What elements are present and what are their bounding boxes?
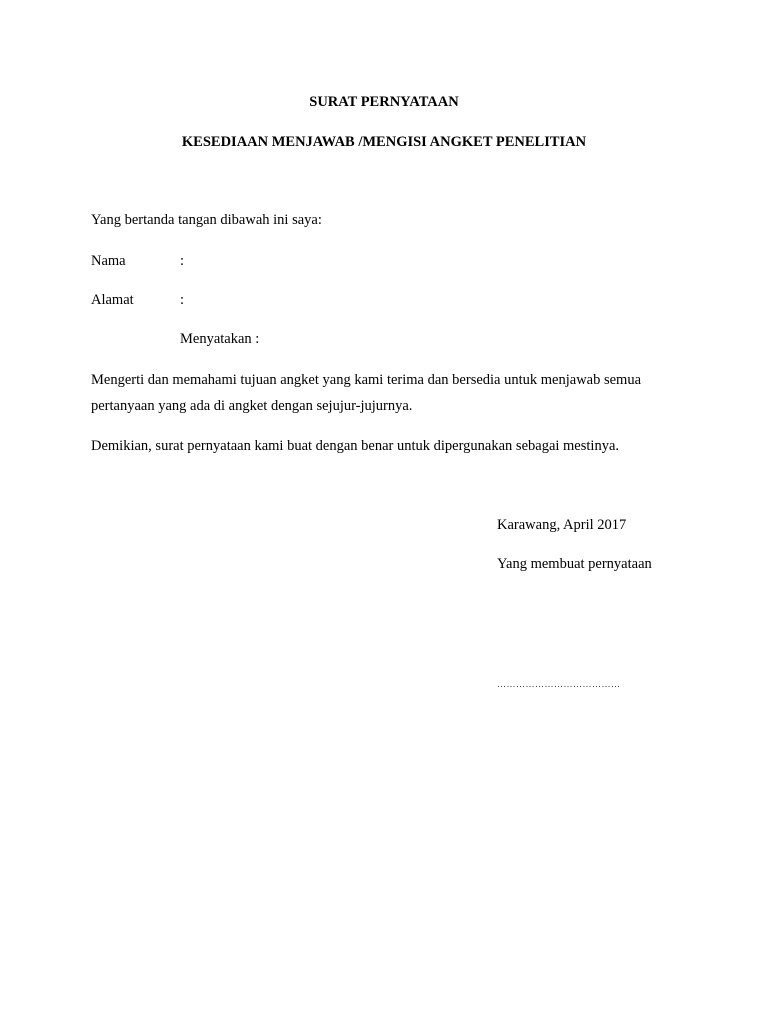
paragraph-1-line-1: Mengerti dan memahami tujuan angket yang kami terima dan bersedia untuk menjawab semua bbox=[91, 372, 642, 388]
maker-label: Yang membuat pernyataan bbox=[497, 556, 652, 572]
declares-heading: Menyatakan : bbox=[180, 331, 260, 347]
paragraph-2: Demikian, surat pernyataan kami buat dengan benar untuk dipergunakan sebagai mestinya. bbox=[91, 438, 620, 454]
place-date: Karawang, April 2017 bbox=[497, 517, 627, 533]
paragraph-1-line-2: pertanyaan yang ada di angket dengan sejujur-jujurnya. bbox=[91, 398, 413, 414]
intro-text: Yang bertanda tangan dibawah ini saya: bbox=[91, 212, 322, 228]
nama-label: Nama bbox=[91, 253, 126, 269]
document-title: SURAT PERNYATAAN bbox=[309, 94, 459, 110]
alamat-separator: : bbox=[180, 292, 185, 308]
nama-separator: : bbox=[180, 253, 185, 269]
alamat-label: Alamat bbox=[91, 292, 134, 308]
signature-line: ………………………………… bbox=[497, 679, 621, 689]
document-subtitle: KESEDIAAN MENJAWAB /MENGISI ANGKET PENELITIAN bbox=[181, 134, 587, 150]
